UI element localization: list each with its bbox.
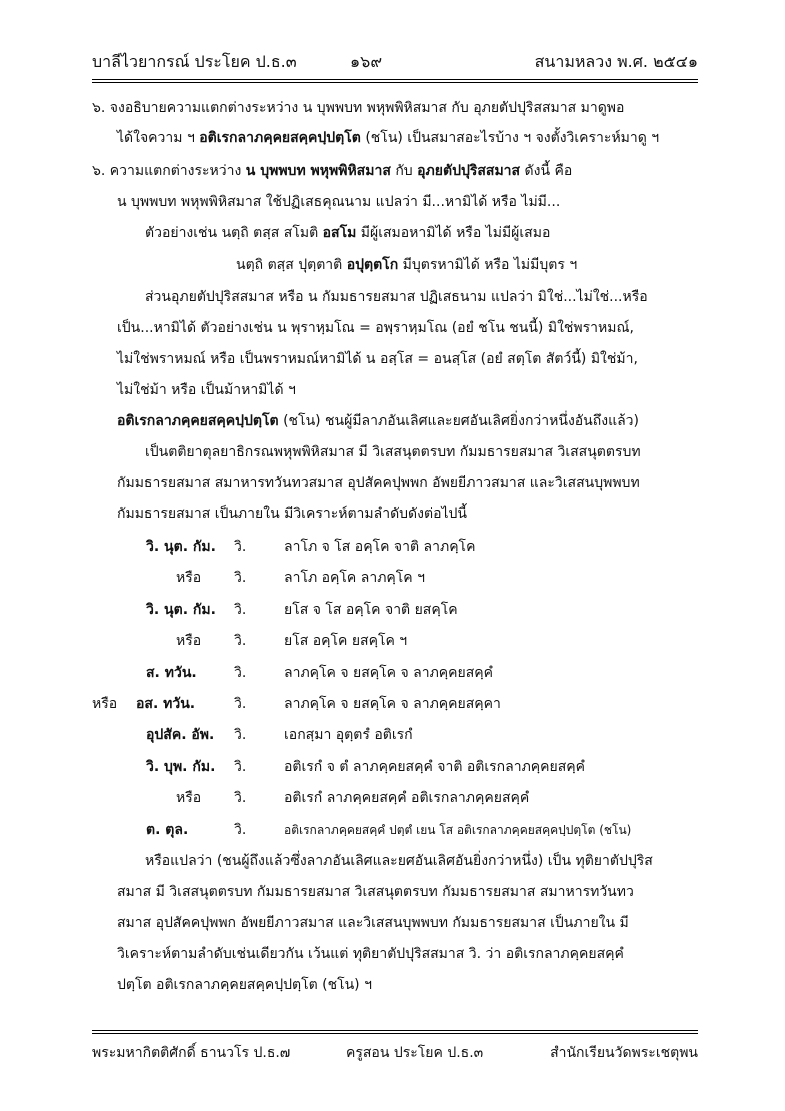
footer-rule-double [92,1033,698,1034]
analysis-abbr: ต. ตุล. [146,822,189,838]
analysis-row [92,568,698,588]
analysis-wi: วิ. [234,633,247,649]
answer-line-2: น บุพพบท พหุพพิหิสมาส ใช้ปฏิเสธคุณนาม แปลว่า มี...หามิได้ หรือ ไม่มี... [117,194,561,210]
question-text: ได้ใจความ ฯ [117,130,200,146]
analysis-row [92,537,698,557]
answer-text: ๖. ความแตกต่างระหว่าง [92,163,246,179]
analysis-row [92,725,698,745]
answer-line-5: ส่วนอุภยตัปปุริสสมาส หรือ น กัมมธารยสมาส ปฏิเสธนาม แปลว่า มิใช่...ไม่ใช่...หรือ [145,289,648,305]
footer-school: สำนักเรียนวัดพระเชตุพน [550,1045,698,1061]
analysis-row [92,694,698,714]
answer-line-1 [92,161,572,181]
analysis-wi: วิ. [234,602,247,618]
answer-term: อปุตฺตโก [346,257,399,273]
analysis-text: ลาภคฺโค จ ยสคฺโค จ ลาภคฺคยสคฺคํ [284,665,494,681]
closing-line-4: วิเคราะห์ตามลำดับเช่นเดียวกัน เว้นแต่ ทุติยาตัปปุริสสมาส วิ. ว่า อติเรกลาภคฺคยสคฺคํ [117,946,624,962]
answer-text: (ชโน) ชนผู้มีลาภอันเลิศและยศอันเลิศยิ่งกว่าหนึ่งอันถึงแล้ว) [278,413,639,429]
analysis-abbr: อุปสัค. อัพ. [146,727,215,743]
answer-term: อสโม [322,225,357,241]
answer-text: ตัวอย่างเช่น นตฺถิ ตสฺส สโมติ [145,225,323,241]
analysis-row [92,600,698,620]
answer-line-10: เป็นตติยาตุลยาธิกรณพหุพพิหิสมาส มี วิเสสนุตตรบท กัมมธารยสมาส วิเสสนุตตรบท [145,444,641,460]
analysis-prefix: หรือ [92,696,118,712]
answer-line-4 [236,255,577,275]
analysis-text: เอกสฺมา อุตฺตรํ อติเรกํ [284,727,413,743]
analysis-abbr: วิ. บุพ. กัม. [146,759,216,775]
footer-author: พระมหากิตติศักดิ์ ธานวโร ป.ธ.๗ [92,1045,291,1061]
page-header [92,50,698,76]
analysis-wi: วิ. [234,665,247,681]
answer-term-1: น บุพพบท พหุพพิหิสมาส [245,163,391,179]
header-rule-double [92,82,698,83]
answer-term-2: อุภยตัปปุริสสมาส [417,163,521,179]
header-title: บาลีไวยากรณ์ ประโยค ป.ธ.๓ [92,52,297,71]
page-footer [92,1042,698,1066]
analysis-text: ยโส จ โส อคฺโค จาติ ยสคฺโค [284,602,458,618]
analysis-text: ลาโภ จ โส อคฺโค จาติ ลาภคฺโค [284,539,476,555]
analysis-abbr: วิ. นุต. กัม. [146,539,216,555]
answer-line-12: กัมมธารยสมาส เป็นภายใน มีวิเคราะห์ตามลำดับดังต่อไปนี้ [117,506,467,522]
header-source: สนามหลวง พ.ศ. ๒๕๔๑ [534,52,698,71]
analysis-row [92,663,698,683]
question-text-end: (ชโน) เป็นสมาสอะไรบ้าง ฯ จงตั้งวิเคราะห์มาดู ฯ [360,130,660,146]
answer-text: นตฺถิ ตสฺส ปุตฺตาติ [236,257,347,273]
answer-text: กับ [390,163,418,179]
analysis-text: ลาโภ อคฺโค ลาภคฺโค ฯ [284,570,425,586]
answer-line-7: ไม่ใช่พราหมณ์ หรือ เป็นพราหมณ์หามิได้ น อสฺโส = อนสฺโส (อยํ สตฺโต สัตว์นี้) มิใช่ม้า, [117,351,638,367]
closing-line-5: ปตฺโต อติเรกลาภคฺคยสคฺคปฺปตฺโต (ชโน) ฯ [117,977,372,993]
closing-line-1: หรือแปลว่า (ชนผู้ถึงแล้วซึ่งลาภอันเลิศและยศอันเลิศอันยิ่งกว่าหนึ่ง) เป็น ทุติยาตัปปุริส [145,853,653,869]
question-line-2 [117,128,659,148]
footer-role: ครูสอน ประโยค ป.ธ.๓ [346,1045,484,1061]
closing-line-3: สมาส อุปสัคคปุพพก อัพยยีภาวสมาส และวิเสสนบุพพบท กัมมธารยสมาส เป็นภายใน มี [117,915,629,931]
analysis-wi: วิ. [234,696,247,712]
answer-line-9 [117,411,639,431]
analysis-prefix: หรือ [176,570,202,586]
analysis-text: อติเรกํ ลาภคฺคยสคฺคํ อติเรกลาภคฺคยสคฺคํ [284,790,530,806]
analysis-row [92,757,698,777]
answer-term: อติเรกลาภคฺคยสคฺคปฺปตฺโต [117,413,279,429]
analysis-wi: วิ. [234,539,247,555]
analysis-row [92,788,698,808]
analysis-wi: วิ. [234,759,247,775]
analysis-text: ลาภคฺโค จ ยสคฺโค จ ลาภคฺคยสคฺคา [284,696,501,712]
analysis-text: อติเรกํ จ ตํ ลาภคฺคยสคฺคํ จาติ อติเรกลาภคฺคยสคฺคํ [284,759,586,775]
analysis-wi: วิ. [234,790,247,806]
answer-line-6: เป็น...หามิได้ ตัวอย่างเช่น น พฺราหฺมโณ = อพฺราหฺมโณ (อยํ ชโน ชนนี้) มิใช่พราหมณ์, [117,320,634,336]
analysis-row [92,820,698,840]
closing-line-2: สมาส มี วิเสสนุตตรบท กัมมธารยสมาส วิเสสนุตตรบท กัมมธารยสมาส สมาหารทวันทว [117,884,634,900]
analysis-abbr: วิ. นุต. กัม. [146,602,216,618]
footer-rule [92,1030,698,1031]
analysis-text: อติเรกลาภคฺคยสคฺคํ ปตฺตํ เยน โส อติเรกลาภคฺคยสคฺคปฺปตฺโต (ชโน) [284,823,632,837]
analysis-abbr: อส. ทวัน. [136,696,196,712]
analysis-prefix: หรือ [176,790,202,806]
answer-line-8: ไม่ใช่ม้า หรือ เป็นม้าหามิได้ ฯ [117,382,296,398]
analysis-abbr: ส. ทวัน. [146,665,197,681]
answer-text: ดังนี้ คือ [520,163,573,179]
question-term: อติเรกลาภคฺคยสคฺคปฺปตฺโต [199,130,361,146]
answer-text: มีผู้เสมอหามิได้ หรือ ไม่มีผู้เสมอ [356,225,551,241]
header-rule [92,79,698,80]
answer-line-3 [145,223,550,243]
question-line-1: ๖. จงอธิบายความแตกต่างระหว่าง น บุพพบท พหุพพิหิสมาส กับ อุภยตัปปุริสสมาส มาดูพอ [92,100,625,116]
analysis-wi: วิ. [234,570,247,586]
analysis-wi: วิ. [234,727,247,743]
analysis-text: ยโส อคฺโค ยสคฺโค ฯ [284,633,408,649]
analysis-row [92,631,698,651]
analysis-prefix: หรือ [176,633,202,649]
analysis-wi: วิ. [234,822,247,838]
answer-line-11: กัมมธารยสมาส สมาหารทวันทวสมาส อุปสัคคปุพพก อัพยยีภาวสมาส และวิเสสนบุพพบท [117,475,640,491]
answer-text: มีบุตรหามิได้ หรือ ไม่มีบุตร ฯ [398,257,578,273]
page-number: ๑๖๙ [350,52,383,71]
